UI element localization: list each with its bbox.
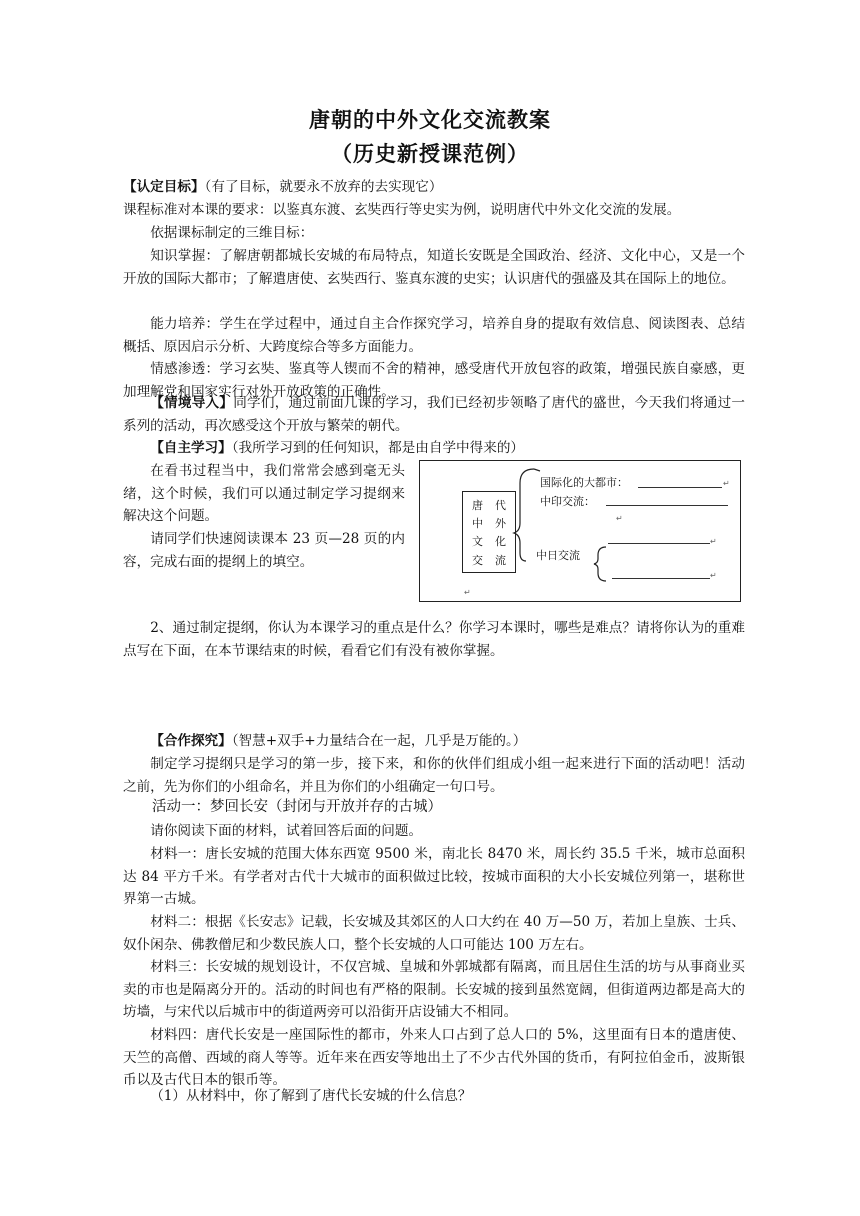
intro-paragraph xyxy=(123,392,745,437)
coop-text: 制定学习提纲只是学习的第一步，接下来，和你的伙伴们组成小组一起来进行下面的活动吧！活动之前，先为你们的小组命名，并且为你们的小组确定一句口号。 xyxy=(123,756,745,795)
paragraph-mark-icon: ↵ xyxy=(723,479,730,488)
self-study-heading-line xyxy=(123,437,745,460)
material-3: 材料三：长安城的规划设计，不仅宫城、皇城和外郭城都有隔离，而且居住生活的坊与从事商业买卖的市也是隔离分开的。活动的时间也有严格的限制。长安城的接到虽然宽阔，但街道两边都是高大的坊墙，与宋代以后城市中的街道两旁可以沿街开店设铺大不相同。 xyxy=(123,959,745,1021)
page-subtitle: （历史新授课范例） xyxy=(331,142,529,166)
box-char: 代 xyxy=(495,499,506,512)
box-char: 交 xyxy=(472,554,483,567)
activity-one-line xyxy=(123,796,745,819)
intro-text: 同学们，通过前面几课的学习，我们已经初步领略了唐代的盛世，今天我们将通过一系列的活动，再次感受这个开放与繁荣的朝代。 xyxy=(123,395,745,434)
paragraph-mark-icon: ↵ xyxy=(464,588,471,597)
question-2: 2、通过制定提纲，你认为本课学习的重点是什么？你学习本课时，哪些是难点？请将你认为的重难点写在下面，在本节课结束的时候，看看它们有没有被你掌握。 xyxy=(123,620,745,659)
paragraph-mark-icon: ↵ xyxy=(616,514,623,523)
blank-line xyxy=(608,543,710,544)
paragraph-mark-icon: ↵ xyxy=(710,571,717,580)
box-char: 唐 xyxy=(472,499,483,512)
box-char: 化 xyxy=(495,535,506,548)
activity-one-title: 活动一：梦回长安 xyxy=(152,799,268,815)
curriculum-standard: 课程标准对本课的要求：以鉴真东渡、玄奘西行等史实为例，说明唐代中外文化交流的发展。 xyxy=(123,202,681,218)
question-1: （1）从材料中，你了解到了唐代长安城的什么信息？ xyxy=(150,1088,472,1104)
blank-line xyxy=(606,505,728,506)
goals-heading-note: （有了目标，就要永不放弃的去实现它） xyxy=(204,179,443,195)
blank-line xyxy=(612,578,710,579)
coop-heading-line xyxy=(123,730,745,753)
self-study-heading-note: （我所学习到的任何知识，都是由自学中得来的） xyxy=(231,440,525,456)
material-4: 材料四：唐代长安是一座国际性的都市，外来人口占到了总人口的 5%，这里面有日本的遣唐使、天竺的高僧、西域的商人等等。近年来在西安等地出土了不少古代外国的货币，有阿拉伯金币，波斯银币以及古代日本的银币等。 xyxy=(123,1027,745,1089)
goals-heading-line xyxy=(123,176,745,199)
coop-heading-note: （智慧+双手+力量结合在一起，几乎是万能的。） xyxy=(231,733,527,749)
material-1: 材料一：唐长安城的范围大体东西宽 9500 米，南北长 8470 米，周长约 35.5 千米，城市总面积达 84 平方千米。有学者对古代十大城市的面积做过比较，按城市面积的大小长安城位列第一，堪称世界第一古城。 xyxy=(123,846,745,908)
branch-china-japan: 中日交流 xyxy=(536,549,580,562)
goals-heading: 【认定目标】 xyxy=(123,179,205,195)
ability-goal: 能力培养：学生在学过程中，通过自主合作探究学习，培养自身的提取有效信息、阅读图表、总结概括、原因启示分析、大跨度综合等多方面能力。 xyxy=(123,316,745,355)
box-char: 文 xyxy=(472,535,483,548)
blank-line xyxy=(638,487,722,488)
outline-diagram xyxy=(419,460,741,602)
branch-metropolis: 国际化的大都市： xyxy=(540,476,628,489)
emotion-goal: 情感渗透：学习玄奘、鉴真等人锲而不舍的精神，感受唐代开放包容的政策，增强民族自豪感，更加理解党和国家实行对外开放政策的正确性。 xyxy=(123,361,745,400)
intro-heading: 【情境导入】 xyxy=(150,395,234,411)
self-study-para2: 请同学们快速阅读课本 23 页—28 页的内容，完成右面的提纲上的填空。 xyxy=(123,531,405,570)
goals-basis: 依据课标制定的三维目标： xyxy=(150,225,314,241)
box-char: 流 xyxy=(495,554,506,567)
branch-china-india: 中印交流： xyxy=(540,495,595,508)
box-char: 外 xyxy=(495,517,506,530)
self-study-heading: 【自主学习】 xyxy=(150,440,232,456)
page-title: 唐朝的中外文化交流教案 xyxy=(309,108,551,132)
reading-instruction: 请你阅读下面的材料，试着回答后面的问题。 xyxy=(150,823,423,839)
coop-heading: 【合作探究】 xyxy=(150,733,232,749)
material-2: 材料二：根据《长安志》记载，长安城及其郊区的人口大约在 40 万—50 万，若加上皇族、士兵、奴仆闲杂、佛教僧尼和少数民族人口，整个长安城的人口可能达 100 万左右。 xyxy=(123,914,745,953)
box-char: 中 xyxy=(472,517,483,530)
knowledge-goal: 知识掌握：了解唐朝都城长安城的布局特点，知道长安既是全国政治、经济、文化中心，又是一个开放的国际大都市；了解遣唐使、玄奘西行、鉴真东渡的史实；认识唐代的强盛及其在国际上的地位。 xyxy=(123,248,745,287)
paragraph-mark-icon: ↵ xyxy=(710,537,717,546)
self-study-para1: 在看书过程当中，我们常常会感到毫无头绪，这个时候，我们可以通过制定学习提纲来解决这个问题。 xyxy=(123,463,405,525)
activity-one-subtitle: （封闭与开放并存的古城） xyxy=(268,799,442,815)
